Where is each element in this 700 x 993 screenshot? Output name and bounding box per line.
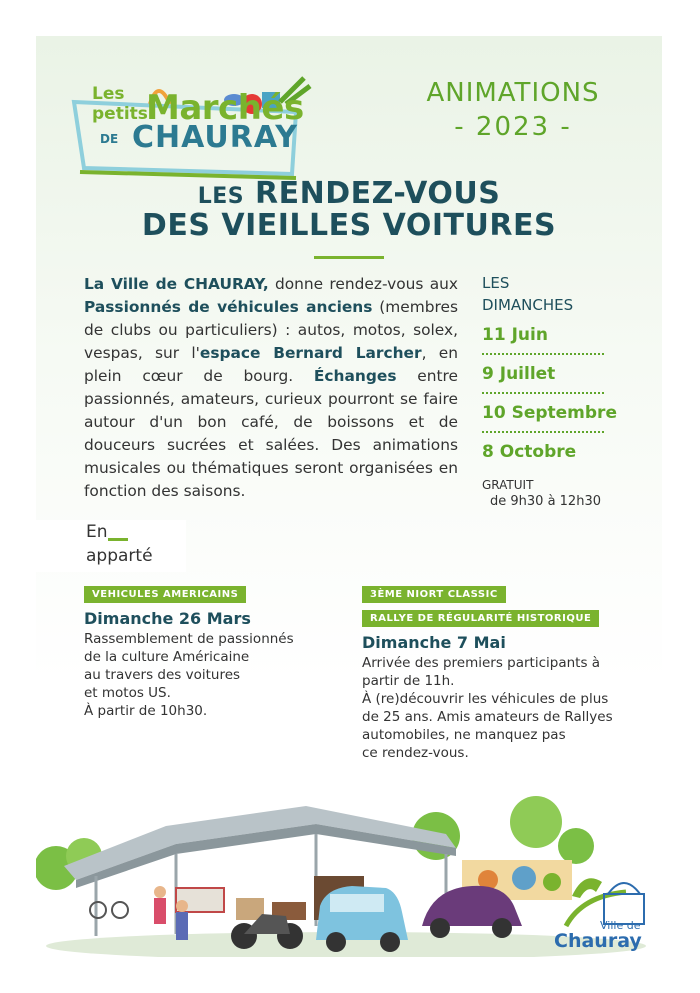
intro-t2: (membres de clubs ou particuliers) : autos, motos, solex, vespas, sur l' bbox=[84, 298, 458, 362]
aparte-bar bbox=[108, 538, 128, 541]
event-line: partir de 11h. bbox=[362, 673, 455, 689]
event-tag-rallye: RALLYE DE RÉGULARITÉ HISTORIQUE bbox=[362, 610, 599, 627]
intro-b3: espace Bernard Larcher bbox=[199, 344, 422, 362]
intro-paragraph bbox=[84, 273, 458, 503]
intro-b1: La Ville de CHAURAY, bbox=[84, 275, 269, 293]
main-title-rdv: RENDEZ-VOUS bbox=[255, 176, 501, 211]
logo-marches: Marchés bbox=[146, 88, 304, 128]
ville-logo-chauray: Chauray bbox=[554, 930, 642, 952]
event-description bbox=[84, 630, 334, 720]
event-line: ce rendez-vous. bbox=[362, 745, 469, 761]
main-title-line1 bbox=[36, 176, 662, 211]
schedule-les: LES bbox=[482, 274, 510, 292]
title-divider bbox=[314, 256, 384, 259]
event-line: Rassemblement de passionnés bbox=[84, 631, 294, 647]
animations-title: ANIMATIONS bbox=[426, 78, 600, 108]
intro-b2: Passionnés de véhicules anciens bbox=[84, 298, 373, 316]
gratuit-label: GRATUIT bbox=[482, 478, 534, 492]
event-line: À (re)découvrir les véhicules de plus bbox=[362, 691, 609, 707]
main-title-les: LES bbox=[197, 184, 245, 209]
logo-de: DE bbox=[100, 132, 119, 146]
intro-t1: donne rendez-vous aux bbox=[268, 275, 458, 293]
event-title: Dimanche 7 Mai bbox=[362, 633, 506, 652]
main-title-line2: DES VIEILLES VOITURES bbox=[141, 208, 557, 243]
logo-petits: petits bbox=[92, 104, 148, 124]
event-description bbox=[362, 654, 632, 762]
aparte-en: En bbox=[86, 522, 108, 542]
date-item: 8 Octobre bbox=[482, 442, 577, 462]
logo-les: Les bbox=[92, 84, 125, 104]
event-tag-niort: 3ÈME NIORT CLASSIC bbox=[362, 586, 506, 603]
poster bbox=[36, 36, 662, 957]
event-line: automobiles, ne manquez pas bbox=[362, 727, 566, 743]
event-line: de la culture Américaine bbox=[84, 649, 250, 665]
event-title: Dimanche 26 Mars bbox=[84, 609, 251, 628]
event-line: au travers des voitures bbox=[84, 667, 241, 683]
event-line: Arrivée des premiers participants à bbox=[362, 655, 601, 671]
intro-t4: entre passionnés, amateurs, curieux pourront se faire autour d'un bon café, de boissons et de douceurs sucrées et salées. Des animations musicales ou thématiques seront organisées en fonction des saisons. bbox=[84, 367, 458, 500]
intro-t3: , en plein cœur de bourg. bbox=[84, 344, 458, 385]
event-line: et motos US. bbox=[84, 685, 171, 701]
aparte-word: apparté bbox=[86, 546, 153, 566]
date-item: 10 Septembre bbox=[482, 394, 604, 433]
intro-b4: Échanges bbox=[313, 367, 397, 385]
date-item: 11 Juin bbox=[482, 316, 604, 355]
schedule bbox=[482, 272, 652, 509]
event-tag-american: VEHICULES AMERICAINS bbox=[84, 586, 246, 603]
logo-chauray: CHAURAY bbox=[132, 120, 298, 155]
animations-year: - 2023 - bbox=[454, 112, 572, 142]
event-line: de 25 ans. Amis amateurs de Rallyes bbox=[362, 709, 613, 725]
date-item: 9 Juillet bbox=[482, 355, 604, 394]
schedule-hours: de 9h30 à 12h30 bbox=[490, 494, 601, 509]
event-line: À partir de 10h30. bbox=[84, 703, 208, 719]
schedule-dimanches: DIMANCHES bbox=[482, 296, 574, 314]
ville-logo-de: Ville de bbox=[600, 919, 641, 932]
